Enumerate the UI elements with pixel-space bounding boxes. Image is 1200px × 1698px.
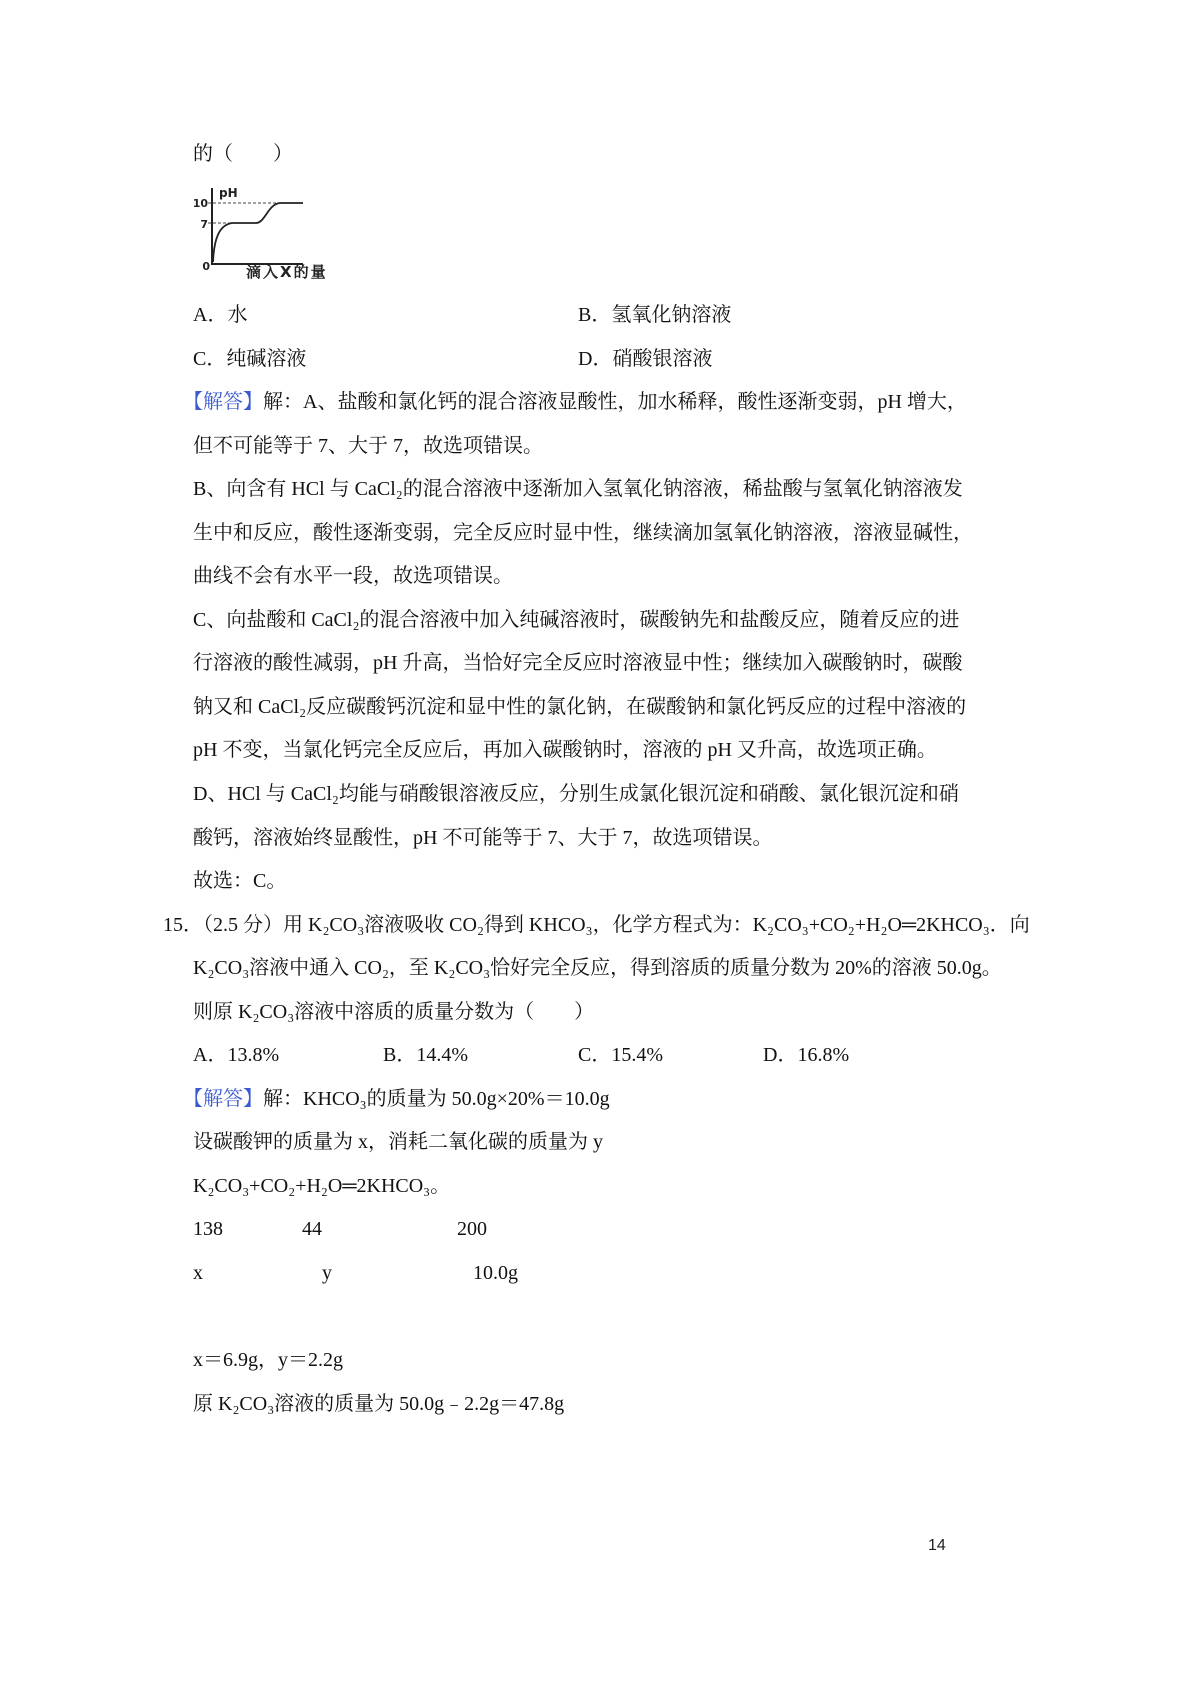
- q15-unknowns-row: [193, 1252, 1013, 1296]
- unknown-x: x: [193, 1262, 203, 1285]
- q15-solution-line: 设碳酸钾的质量为 x，消耗二氧化碳的质量为 y: [193, 1131, 603, 1154]
- q14-option-a: A．水: [193, 303, 248, 326]
- page-content: [163, 133, 1030, 1426]
- q14-solution-line: pH 不变，当氯化钙完全反应后，再加入碳酸钠时，溶液的 pH 又升高，故选项正确。: [193, 739, 937, 762]
- ph-curve: [213, 203, 303, 262]
- solution-tag: 【解答】: [183, 1087, 263, 1110]
- relative-mass-k2co3: 138: [193, 1218, 223, 1241]
- known-khco3-mass: 10.0g: [473, 1262, 518, 1285]
- q15-option-d: D．16.8%: [763, 1044, 850, 1067]
- solution-text: 解：A、盐酸和氯化钙的混合溶液显酸性，加水稀释，酸性逐渐变弱，pH 增大，: [263, 391, 967, 414]
- ph-curve-chart: [188, 183, 338, 283]
- relative-mass-co2: 44: [302, 1218, 322, 1241]
- q14-option-c: C．纯碱溶液: [193, 347, 307, 370]
- q14-options-row-1: [193, 294, 1013, 338]
- x-axis-label: 滴入X的量: [246, 262, 328, 281]
- q15-relative-masses-row: [193, 1208, 1013, 1252]
- q14-final-answer: 故选：C。: [193, 870, 287, 893]
- y-axis-label: pH: [219, 185, 238, 200]
- q15-result-line: x＝6.9g，y＝2.2g: [193, 1349, 343, 1372]
- q15-stem-line: 15．（2.5 分）用 K₂CO₃溶液吸收 CO₂得到 KHCO₃，化学方程式为：K₂CO₃+CO₂+H₂O═2KHCO₃．向: [163, 913, 1030, 936]
- unknown-y: y: [322, 1262, 332, 1285]
- y-tick-7: 7: [200, 217, 208, 231]
- q14-options-row-2: [193, 338, 1013, 382]
- q14-solution-line: B、向含有 HCl 与 CaCl₂的混合溶液中逐渐加入氢氧化钠溶液，稀盐酸与氢氧化钠溶液发: [193, 478, 963, 501]
- q15-options-row: [193, 1034, 1013, 1078]
- q14-solution-line: 酸钙，溶液始终显酸性，pH 不可能等于 7、大于 7，故选项错误。: [193, 826, 773, 849]
- solution-text: 解：KHCO₃的质量为 50.0g×20%＝10.0g: [263, 1087, 610, 1110]
- q15-option-a: A．13.8%: [193, 1044, 280, 1067]
- page-number: 14: [928, 1537, 946, 1554]
- q14-solution-line: 生中和反应，酸性逐渐变弱，完全反应时显中性，继续滴加氢氧化钠溶液，溶液显碱性，: [193, 521, 973, 544]
- q14-solution-line: D、HCl 与 CaCl₂均能与硝酸银溶液反应，分别生成氯化银沉淀和硝酸、氯化银沉淀和硝: [193, 783, 959, 805]
- q15-option-c: C．15.4%: [578, 1044, 663, 1067]
- relative-mass-khco3: 200: [457, 1218, 487, 1241]
- q14-solution-line: [183, 381, 1013, 425]
- q14-solution-line: C、向盐酸和 CaCl₂的混合溶液中加入纯碱溶液时，碳酸钠先和盐酸反应，随着反应的进: [193, 608, 960, 631]
- solution-tag: 【解答】: [183, 391, 263, 414]
- q14-solution-line: 曲线不会有水平一段，故选项错误。: [193, 565, 513, 588]
- origin-label: 0: [202, 259, 210, 273]
- q14-solution-line: 行溶液的酸性减弱，pH 升高，当恰好完全反应时溶液显中性；继续加入碳酸钠时，碳酸: [193, 652, 963, 675]
- q14-stem-tail: 的（ ）: [193, 143, 293, 165]
- q14-solution-line: 钠又和 CaCl₂反应碳酸钙沉淀和显中性的氯化钠，在碳酸钠和氯化钙反应的过程中溶液的: [193, 695, 967, 718]
- q15-option-b: B．14.4%: [383, 1044, 468, 1067]
- blank-line: [193, 1296, 1013, 1340]
- q15-result-line: 原 K₂CO₃溶液的质量为 50.0g﹣2.2g＝47.8g: [193, 1392, 565, 1415]
- q15-equation: K₂CO₃+CO₂+H₂O═2KHCO₃。: [193, 1174, 451, 1197]
- q15-stem-line: K₂CO₃溶液中通入 CO₂，至 K₂CO₃恰好完全反应，得到溶质的质量分数为 20%的溶液 50.0g。: [193, 957, 1002, 980]
- q14-option-d: D．硝酸银溶液: [578, 347, 713, 370]
- y-tick-10: 10: [192, 196, 208, 210]
- ph-curve-figure: [193, 177, 1013, 294]
- q14-solution-line: 但不可能等于 7、大于 7，故选项错误。: [193, 434, 543, 457]
- q15-stem-line: 则原 K₂CO₃溶液中溶质的质量分数为（ ）: [193, 1000, 595, 1023]
- q15-solution-line: [183, 1078, 1013, 1122]
- q14-option-b: B．氢氧化钠溶液: [578, 303, 732, 326]
